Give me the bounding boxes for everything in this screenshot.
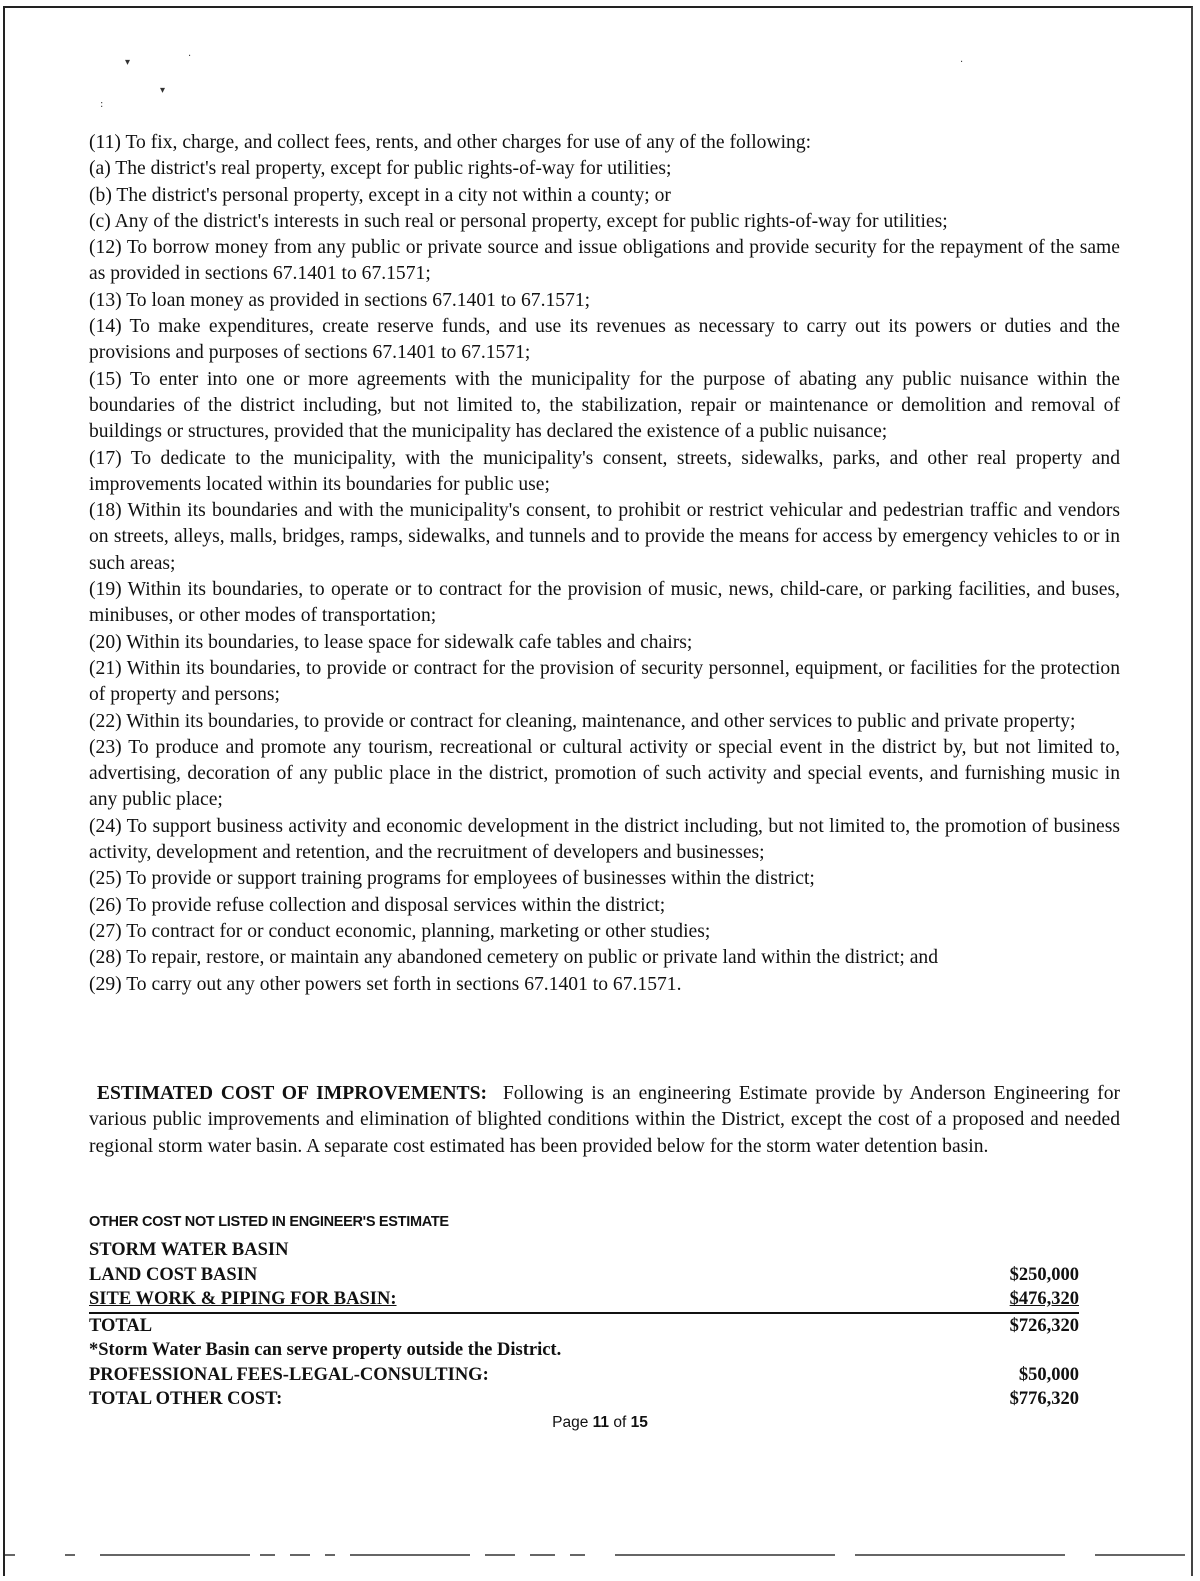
land-cost-label: LAND COST BASIN	[89, 1264, 258, 1285]
cost-row-total	[89, 1314, 1079, 1339]
clause-28: (28) To repair, restore, or maintain any abandoned cemetery on public or private land within the district; and	[89, 947, 938, 969]
clause-26: (26) To provide refuse collection and disposal services within the district;	[89, 894, 666, 916]
clause-11a: (a) The district's real property, except for public rights-of-way for utilities;	[89, 158, 672, 180]
land-cost-value: $250,000	[1009, 1264, 1079, 1285]
storm-basin-note: *Storm Water Basin can serve property outside the District.	[89, 1340, 562, 1360]
cost-row-site-work	[89, 1287, 1079, 1314]
powers-list	[89, 130, 1120, 998]
clause-25: (25) To provide or support training programs for employees of businesses within the district;	[89, 868, 815, 890]
other-cost-heading: OTHER COST NOT LISTED IN ENGINEER'S ESTIMATE	[89, 1214, 449, 1230]
clause-18: (18) Within its boundaries and with the municipality's consent, to prohibit or restrict vehicular and pedestrian traffic and vendors on streets, alleys, malls, bridges, ramps, sidewalks, and tunnels and to provide the means for access by emergency vehicles to or in such areas;	[89, 500, 1120, 574]
professional-fees-value: $50,000	[1018, 1364, 1079, 1385]
clause-11b: (b) The district's personal property, except in a city not within a county; or	[89, 184, 671, 206]
clause-15: (15) To enter into one or more agreements with the municipality for the purpose of abating any public nuisance within the boundaries of the district including, but not limited to, the stabilization, repair or maintenance or demolition and removal of buildings or structures, provided that the municipality has declared the existence of a public nuisance;	[89, 368, 1120, 443]
cost-row-storm-basin	[89, 1238, 1079, 1263]
clause-22: (22) Within its boundaries, to provide or contract for cleaning, maintenance, and other services to public and private property;	[89, 710, 1076, 732]
site-work-label: SITE WORK & PIPING FOR BASIN:	[89, 1289, 397, 1309]
clause-21: (21) Within its boundaries, to provide or contract for the provision of security personnel, equipment, or facilities for the protection of property and persons;	[89, 657, 1120, 706]
cost-row-total-other	[89, 1387, 1079, 1412]
total-page-count: 15	[630, 1414, 648, 1431]
cost-row-professional	[89, 1363, 1079, 1388]
clause-17: (17) To dedicate to the municipality, with the municipality's consent, streets, sidewalks, parks, and other real property and improvements located within its boundaries for public use;	[89, 447, 1120, 495]
scan-speck: ·	[960, 57, 964, 68]
clause-27: (27) To contract for or conduct economic, planning, marketing or other studies;	[89, 920, 711, 942]
other-cost-table	[89, 1238, 1079, 1412]
clause-29: (29) To carry out any other powers set forth in sections 67.1401 to 67.1571.	[89, 973, 682, 995]
estimate-paragraph	[89, 1081, 1120, 1160]
scan-speck: :	[100, 99, 104, 110]
clause-11: (11) To fix, charge, and collect fees, rents, and other charges for use of any of the following:	[89, 132, 812, 153]
scan-speck: ▾	[160, 85, 166, 96]
clause-19: (19) Within its boundaries, to operate or to contract for the provision of music, news, child-care, or parking facilities, and buses, minibuses, or other modes of transportation;	[89, 579, 1120, 627]
clause-12: (12) To borrow money from any public or private source and issue obligations and provide security for the repayment of the same as provided in sections 67.1401 to 67.1571;	[89, 237, 1120, 285]
clause-20: (20) Within its boundaries, to lease space for sidewalk cafe tables and chairs;	[89, 631, 693, 653]
clause-11c: (c) Any of the district's interests in such real or personal property, except for public rights-of-way for utilities;	[89, 210, 948, 232]
estimate-heading: ESTIMATED COST OF IMPROVEMENTS:	[96, 1083, 488, 1104]
estimate-text: Following is an engineering Estimate provide by Anderson Engineering for various public improvements and elimination of blighted conditions within the District, except the cost of a proposed and needed regional storm water basin. A separate cost estimated has been provided below for the storm water detention basin.	[89, 1083, 1121, 1157]
total-label: TOTAL	[89, 1315, 153, 1336]
total-other-label: TOTAL OTHER COST:	[89, 1389, 283, 1409]
current-page-number: 11	[592, 1414, 610, 1431]
scan-speck: ▾	[125, 57, 131, 68]
total-value: $726,320	[1009, 1315, 1079, 1336]
scan-speck: ·	[188, 51, 192, 62]
storm-water-basin-label: STORM WATER BASIN	[89, 1240, 289, 1260]
scan-edge-dashes	[5, 1552, 1190, 1558]
clause-23: (23) To produce and promote any tourism, recreational or cultural activity or special event in the district by, but not limited to, advertising, decoration of any public place in the district, promotion of such activity and special events, and furnishing music in any public place;	[89, 736, 1120, 811]
site-work-value: $476,320	[1009, 1289, 1079, 1309]
cost-row-land	[89, 1263, 1079, 1288]
clause-13: (13) To loan money as provided in sections 67.1401 to 67.1571;	[89, 289, 591, 311]
page-footer: Page 11 of 15	[552, 1414, 648, 1431]
total-other-value: $776,320	[1009, 1389, 1079, 1409]
cost-row-note	[89, 1338, 1079, 1363]
clause-14: (14) To make expenditures, create reserve funds, and use its revenues as necessary to carry out its powers or duties and the provisions and purposes of sections 67.1401 to 67.1571;	[89, 316, 1120, 364]
clause-24: (24) To support business activity and economic development in the district including, but not limited to, the promotion of business activity, development and retention, and the recruitment of developers and businesses;	[89, 815, 1120, 864]
professional-fees-label: PROFESSIONAL FEES-LEGAL-CONSULTING:	[89, 1364, 489, 1385]
